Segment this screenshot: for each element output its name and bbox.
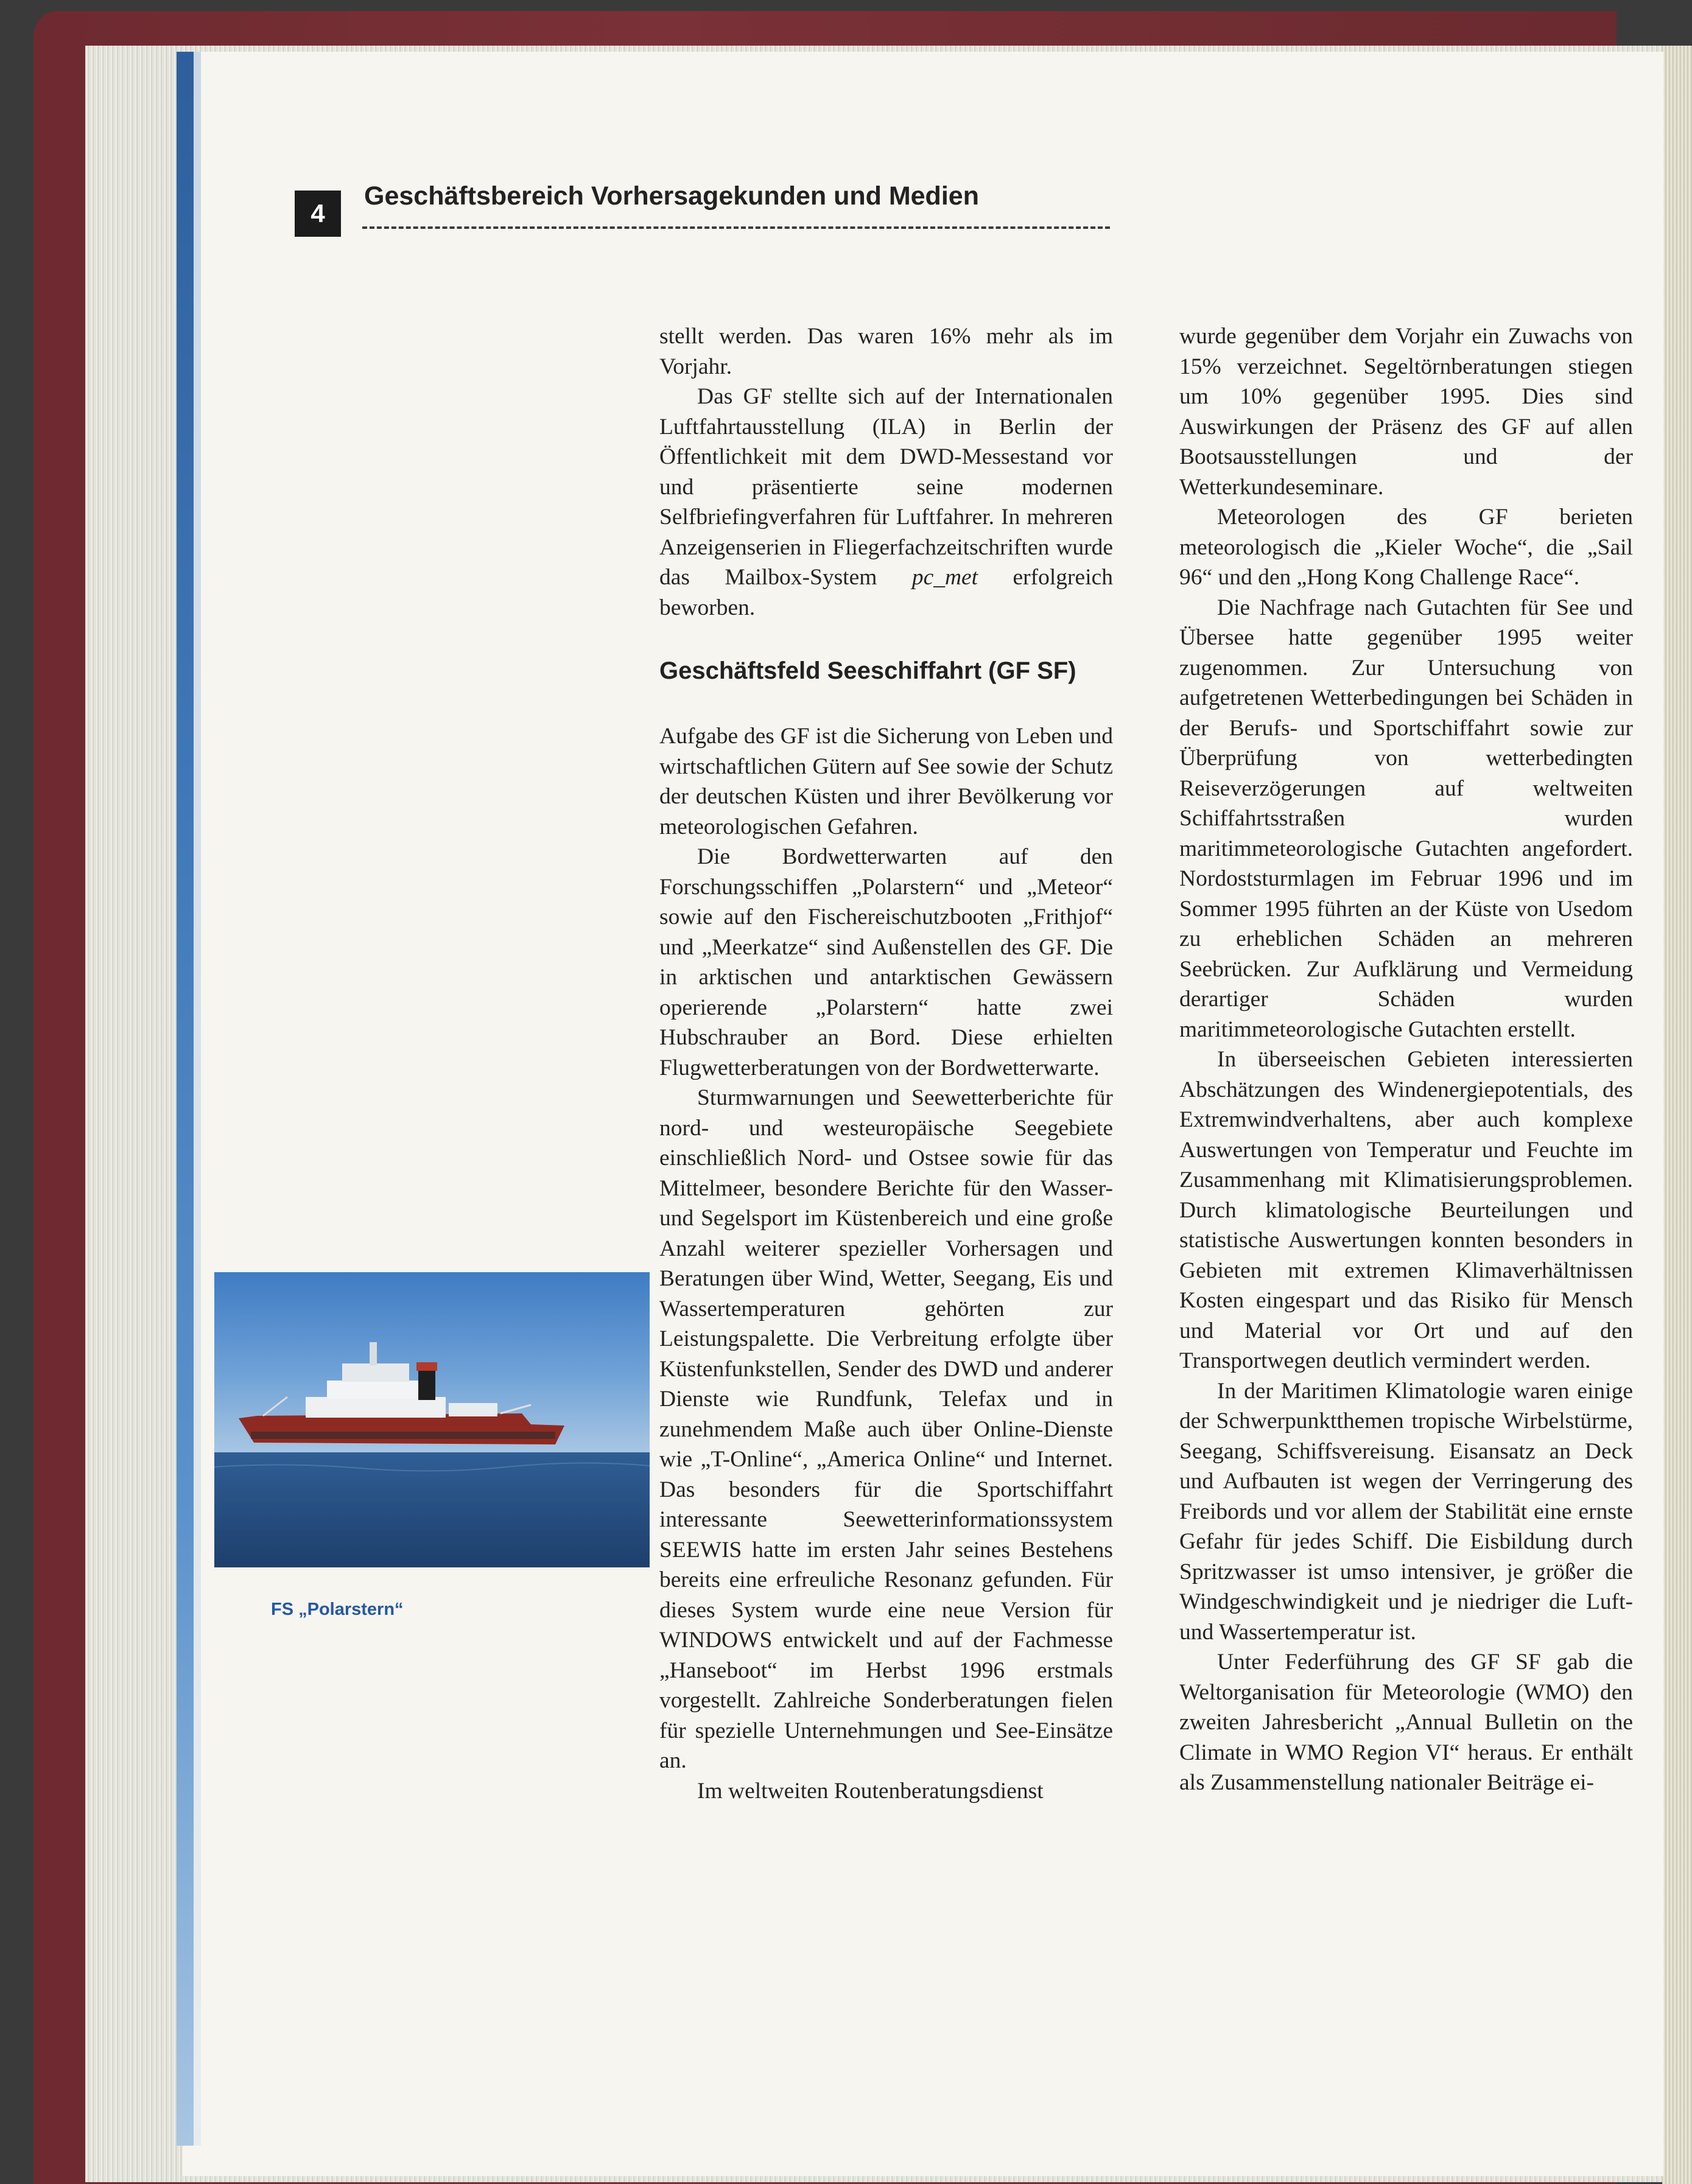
- paragraph: Meteorologen des GF berieten meteorologisch die „Kieler Woche“, die „Sail 96“ und den „Hong Kong Challenge Race“.: [1179, 505, 1633, 590]
- page-edge-blue-strip: [177, 52, 195, 2146]
- sea: [214, 1452, 650, 1567]
- paragraph: [659, 382, 1113, 623]
- chapter-number-box: 4: [295, 191, 341, 237]
- right-page-edges: [1662, 46, 1692, 2184]
- paragraph: Die Nachfrage nach Gutachten für See und Übersee hatte gegenüber 1995 weiter zugenommen. Zur Untersuchung von aufgetretenen Wetterbedingungen bei Schäden in der Berufs- und Sportschiffahrt sowie zur Überprüfung von wetterbedingten Reiseverzögerungen auf weltweiten Schiffahrtsstraßen wurden maritimmeteorologische Gutachten angefordert. Nordoststurmlagen im Februar 1996 und im Sommer 1995 führten an der Küste von Usedom zu erheblichen Schäden an mehreren Seebrücken. Zur Aufklärung und Vermeidung derartiger Schäden wurden maritimmeteorologische Gutachten erstellt.: [1179, 595, 1633, 1042]
- paragraph: In überseeischen Gebieten interessierten Abschätzungen des Windenergiepotentials, des Extremwindverhaltens, aber auch komplexe Auswertungen von Temperatur und Feuchte im Zusammenhang mit Klimatisierungsproblemen. Durch klimatologische Beurteilungen und statistische Auswertungen konnten besonders in Gebieten mit extremen Klimaverhältnissen Kosten eingespart und das Risiko für Mensch und Material vor Ort und auf den Transportwegen deutlich vermindert werden.: [1179, 1047, 1633, 1373]
- paragraph-text: erfolgreich beworben.: [659, 565, 1114, 620]
- paragraph: In der Maritimen Klimatologie waren einige der Schwerpunktthemen tropische Wirbelstürme, Seegang, Schiffsvereisung. Eisansatz an Deck und Aufbauten ist wegen der Verringerung des Freibords und vor allem der Stabilität eine ernste Gefahr für jedes Schiff. Die Eisbildung durch Spritzwasser ist umso intensiver, je größer die Windgeschwindigkeit und je niedriger die Luft- und Wassertemperatur ist.: [1179, 1378, 1633, 1645]
- chapter-title: Geschäftsbereich Vorhersagekunden und Medien: [364, 181, 979, 211]
- header-dashed-rule: [362, 226, 1110, 229]
- text-column-left: [659, 321, 1113, 1806]
- ship-photo: [214, 1272, 650, 1567]
- page-edge-light-strip: [194, 52, 201, 2146]
- paragraph: Sturmwarnungen und Seewetterberichte für nord- und westeuropäische Seegebiete einschließlich Nord- und Ostsee sowie für das Mittelmeer, besondere Berichte für den Wasser- und Segelsport im Küstenbereich und eine große Anzahl weiterer spezieller Vorhersagen und Beratungen über Wind, Wetter, Seegang, Eis und Wassertemperaturen gehörten zur Leistungspalette. Die Verbreitung erfolgte über Küstenfunkstellen, Sender des DWD und anderer Dienste wie Rundfunk, Telefax und in zunehmendem Maße auch über Online-Dienste wie „T-Online“, „America Online“ und Internet. Das besonders für die Sportschiffahrt interessante Seewetterinformationssystem SEEWIS hatte im ersten Jahr seines Bestehens bereits eine erfreuliche Resonanz gefunden. Für dieses System wurde eine neue Version für WINDOWS entwickelt und auf der Fachmesse „Hanseboot“ im Herbst 1996 erstmals vorgestellt. Zahlreiche Sonderberatungen fielen für spezielle Unternehmungen und See-Einsätze an.: [659, 1085, 1113, 1773]
- photo-caption: FS „Polarstern“: [271, 1600, 404, 1619]
- paragraph: Die Bordwetterwarten auf den Forschungsschiffen „Polarstern“ und „Meteor“ sowie auf den Fischereischutzbooten „Frithjof“ und „Meerkatze“ sind Außenstellen des GF. Die in arktischen und antarktischen Gewässern operierende „Polarstern“ hatte zwei Hubschrauber an Bord. Diese erhielten Flugwetterberatungen von der Bordwetterwarte.: [659, 844, 1113, 1080]
- paragraph-text: Das GF stellte sich auf der Internationalen Luftfahrtausstellung (ILA) in Berlin der Öffentlichkeit mit dem DWD-Messestand vor und präsentierte seine modernen Selfbriefingverfahren für Luftfahrer. In mehreren Anzeigenserien in Fliegerfachzeitschriften wurde das Mailbox-System: [659, 384, 1113, 590]
- paragraph: stellt werden. Das waren 16% mehr als im Vorjahr.: [659, 324, 1113, 379]
- section-heading: Geschäftsfeld Seeschiffahrt (GF SF): [659, 657, 1076, 684]
- text-column-right: [1179, 321, 1633, 1798]
- paragraph: Aufgabe des GF ist die Sicherung von Leben und wirtschaftlichen Gütern auf See sowie der Schutz der deutschen Küsten und ihrer Bevölkerung vor meteorologischen Gefahren.: [659, 724, 1113, 839]
- paragraph: Unter Federführung des GF SF gab die Weltorganisation für Meteorologie (WMO) den zweiten Jahresbericht „Annual Bulletin on the Climate in WMO Region VI“ heraus. Er enthält als Zusammenstellung nationaler Beiträge ei-: [1179, 1650, 1633, 1795]
- paragraph: Im weltweiten Routenberatungsdienst: [697, 1778, 1044, 1804]
- mailbox-system-name: pc_met: [911, 565, 978, 590]
- paragraph: wurde gegenüber dem Vorjahr ein Zuwachs von 15% verzeichnet. Segeltörnberatungen stiegen um 10% gegenüber 1995. Dies sind Auswirkungen der Präsenz des GF auf allen Bootsausstellungen und der Wetterkundeseminare.: [1179, 324, 1633, 500]
